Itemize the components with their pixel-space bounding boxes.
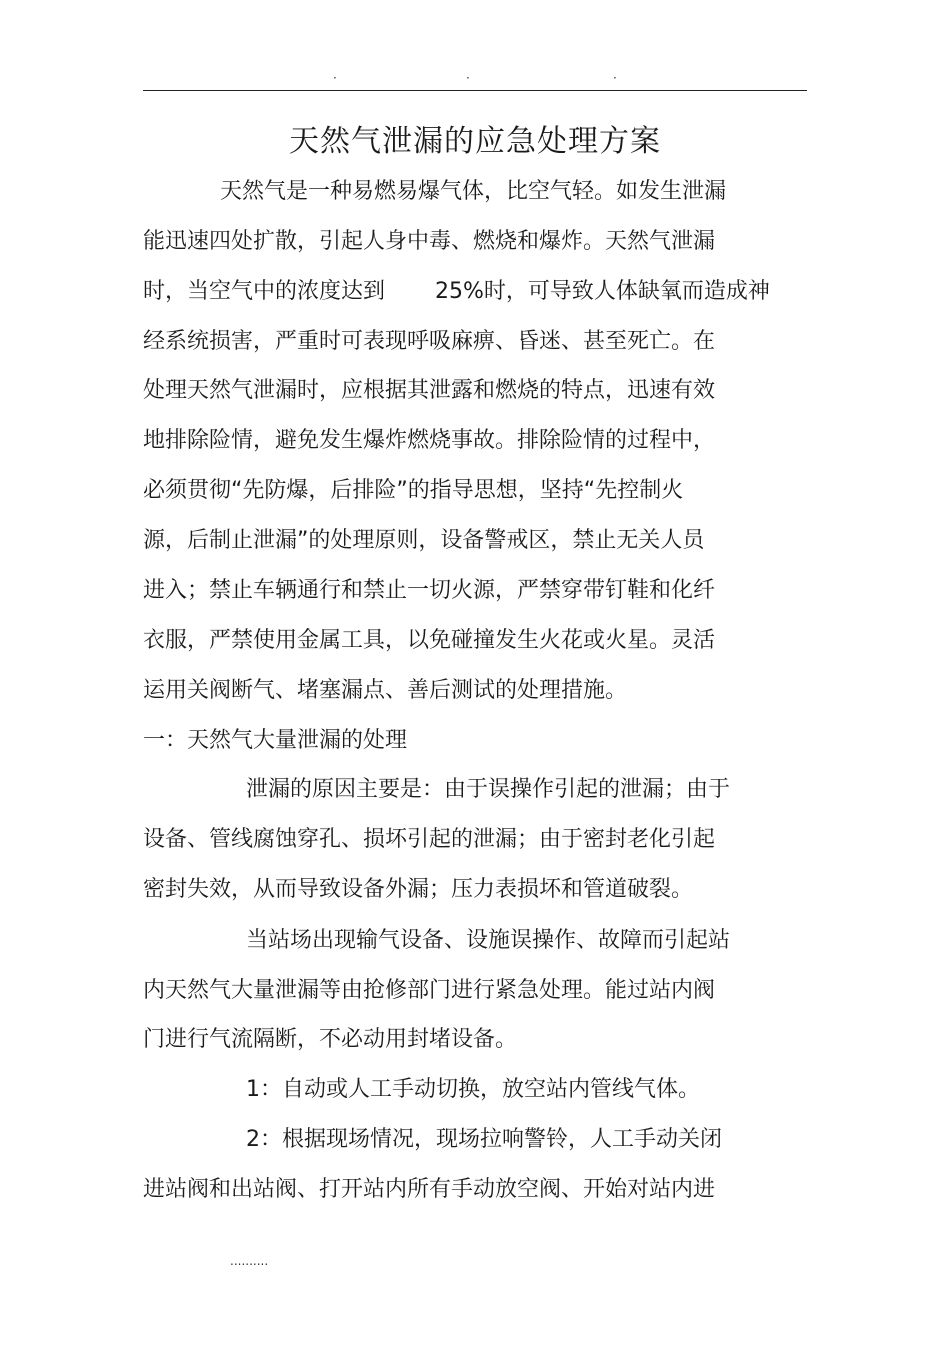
paragraph-line: 进站阀和出站阀、打开站内所有手动放空阀、开始对站内进	[143, 1177, 716, 1202]
header-dot: ·	[613, 71, 617, 85]
paragraph-line: 25%时，可导致人体缺氧而造成神	[435, 279, 770, 304]
paragraph-line: 地排除险情，避免发生爆炸燃烧事故。排除险情的过程中，	[143, 428, 716, 453]
paragraph-line: 门进行气流隔断，不必动用封堵设备。	[143, 1027, 518, 1052]
paragraph-line: 必须贯彻“先防爆，后排险”的指导思想，坚持“先控制火	[143, 478, 684, 503]
list-item: 1：自动或人工手动切换，放空站内管线气体。	[246, 1077, 700, 1102]
paragraph-line: 能迅速四处扩散，引起人身中毒、燃烧和爆炸。天然气泄漏	[143, 229, 716, 254]
footer-dots: ..........	[230, 1254, 269, 1268]
section-heading: 一：天然气大量泄漏的处理	[143, 728, 408, 753]
paragraph-line: 内天然气大量泄漏等由抢修部门进行紧急处理。能过站内阀	[143, 978, 716, 1003]
header-rule	[143, 90, 807, 91]
paragraph-line: 进入；禁止车辆通行和禁止一切火源，严禁穿带钉鞋和化纤	[143, 578, 716, 603]
paragraph-line: 设备、管线腐蚀穿孔、损坏引起的泄漏；由于密封老化引起	[143, 827, 716, 852]
header-dot: ·	[333, 71, 337, 85]
header-dot: ·	[466, 71, 470, 85]
paragraph-line: 天然气是一种易燃易爆气体，比空气轻。如发生泄漏	[220, 179, 727, 204]
paragraph-line: 处理天然气泄漏时，应根据其泄露和燃烧的特点，迅速有效	[143, 378, 716, 403]
paragraph-line: 当站场出现输气设备、设施误操作、故障而引起站	[246, 928, 731, 953]
paragraph-line: 泄漏的原因主要是：由于误操作引起的泄漏；由于	[246, 777, 731, 802]
paragraph-line: 时，当空气中的浓度达到	[143, 279, 386, 304]
paragraph-line: 经系统损害，严重时可表现呼吸麻痹、昏迷、甚至死亡。在	[143, 329, 716, 354]
document-title: 天然气泄漏的应急处理方案	[289, 124, 661, 159]
paragraph-line: 衣服，严禁使用金属工具，以免碰撞发生火花或火星。灵活	[143, 628, 716, 653]
list-item: 2：根据现场情况，现场拉响警铃，人工手动关闭	[246, 1127, 722, 1152]
paragraph-line: 源，后制止泄漏”的处理原则，设备警戒区，禁止无关人员	[143, 528, 705, 553]
paragraph-line: 密封失效，从而导致设备外漏；压力表损坏和管道破裂。	[143, 877, 694, 902]
paragraph-line: 运用关阀断气、堵塞漏点、善后测试的处理措施。	[143, 678, 628, 703]
